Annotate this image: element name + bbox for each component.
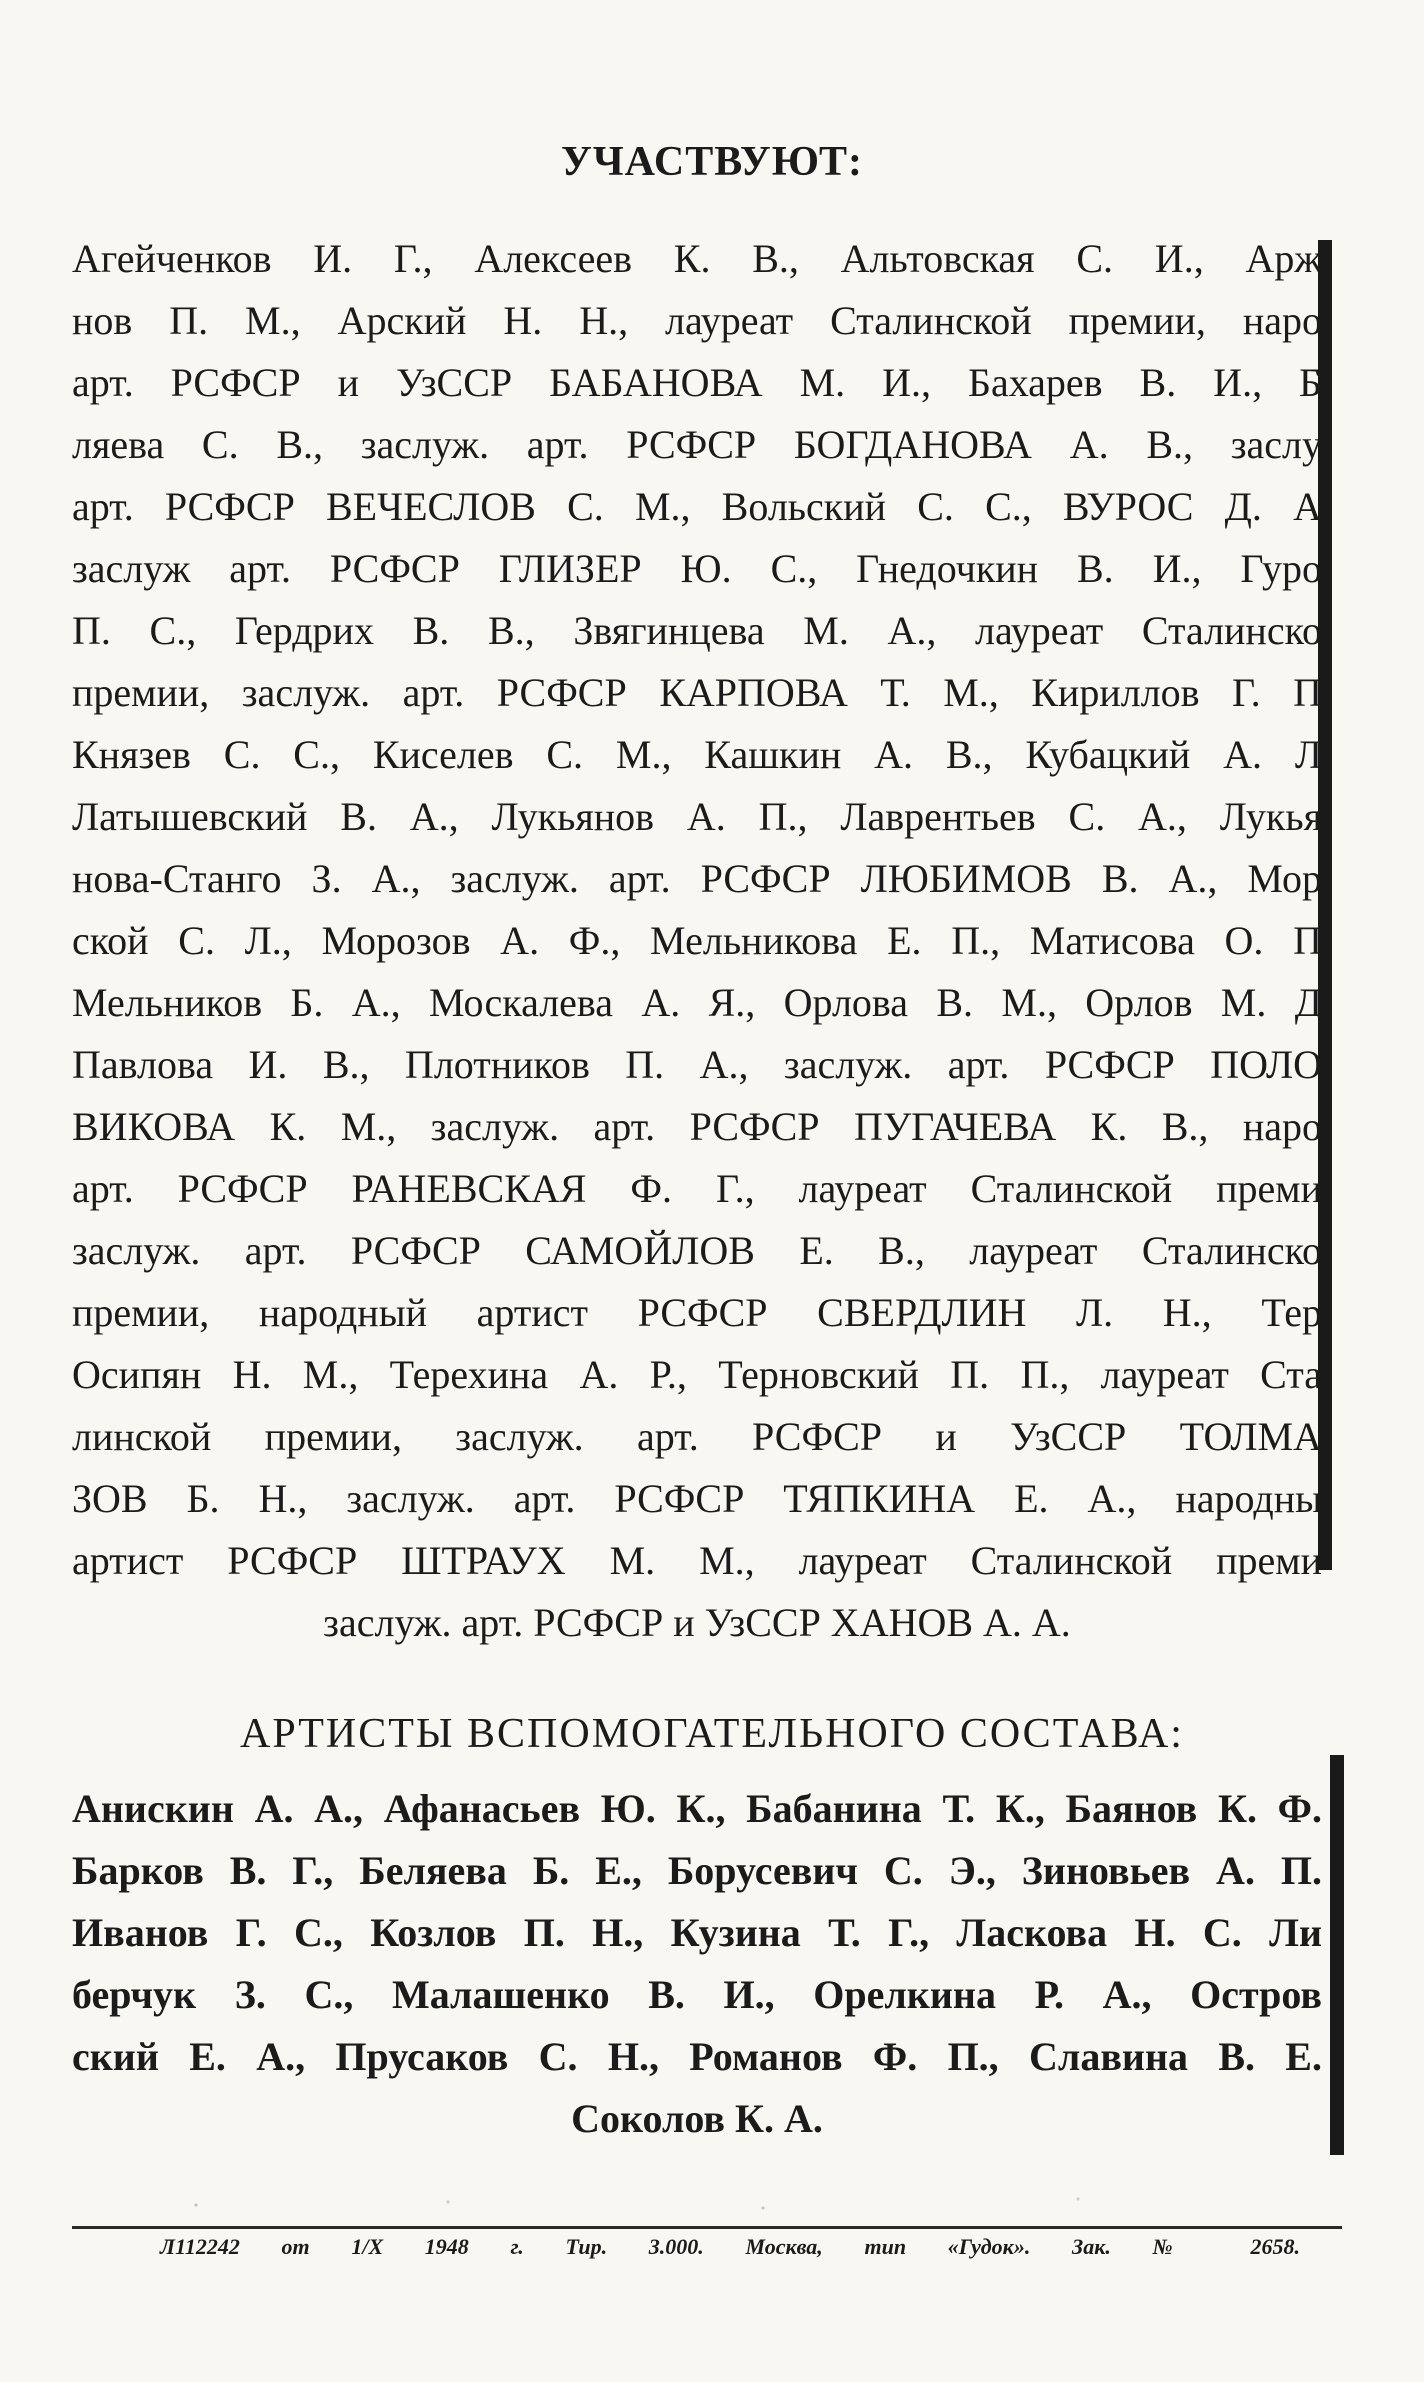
cast-line: ской С. Л., Морозов А. Ф., Мельникова Е. П., Матисова О. П <box>72 918 1322 963</box>
cast-line: Агейченков И. Г., Алексеев К. В., Альтовская С. И., Арж <box>72 236 1322 281</box>
cast-line: ВИКОВА К. М., заслуж. арт. РСФСР ПУГАЧЕВА К. В., нарo <box>72 1104 1322 1149</box>
cast-line: премии, заслуж. арт. РСФСР КАРПОВА Т. М., Кириллов Г. П <box>72 670 1322 715</box>
cast-last-line: заслуж. арт. РСФСР и УзССР ХАНОВ А. А. <box>323 1600 1071 1645</box>
imprint-footer: Л112242 от 1/X 1948 г. Тир. 3.000. Москва, тип «Гудок». Зак. № 2658. <box>160 2234 1300 2259</box>
cast-line: заслуж. арт. РСФСР САМОЙЛОВ Е. В., лауреат Сталинско <box>72 1228 1322 1273</box>
cast-line: нов П. М., Арский Н. Н., лауреат Сталинской премии, наро <box>72 298 1322 343</box>
cast-line: Латышевский В. А., Лукьянов А. П., Лаврентьев С. А., Лукья <box>72 794 1322 839</box>
scan-noise <box>70 2190 1330 2220</box>
scan-edge-bottom <box>1330 1755 1344 2155</box>
cast-line: ляева С. В., заслуж. арт. РСФСР БОГДАНОВА А. В., заслу <box>72 422 1322 467</box>
auxiliary-list <box>72 1778 1322 2150</box>
cast-line: Мельников Б. А., Москалева А. Я., Орлова В. М., Орлов М. Д <box>72 980 1322 1025</box>
cast-line: арт. РСФСР ВЕЧЕСЛОВ С. М., Вольский С. С., ВУРОС Д. А <box>72 484 1322 529</box>
cast-line: Осипян Н. М., Терехина А. Р., Терновский П. П., лауреат Ста <box>72 1352 1322 1397</box>
cast-line: арт. РСФСР и УзССР БАБАНОВА М. И., Бахарев В. И., Б <box>72 360 1322 405</box>
heading-auxiliary: АРТИСТЫ ВСПОМОГАТЕЛЬНОГО СОСТАВА: <box>240 1711 1184 1757</box>
aux-line: берчук З. С., Малашенко В. И., Орелкина Р. А., Остров <box>72 1972 1322 2017</box>
cast-line: заслуж арт. РСФСР ГЛИЗЕР Ю. С., Гнедочкин В. И., Гуро <box>72 546 1322 591</box>
cast-line: линской премии, заслуж. арт. РСФСР и УзССР ТОЛМА <box>72 1414 1322 1459</box>
aux-line: Барков В. Г., Беляева Б. Е., Борусевич С. Э., Зиновьев А. П. <box>72 1848 1322 1893</box>
aux-line: Анискин А. А., Афанасьев Ю. К., Бабанина Т. К., Баянов К. Ф. <box>72 1786 1322 1831</box>
aux-line: ский Е. А., Прусаков С. Н., Романов Ф. П., Славина В. Е. <box>72 2034 1322 2079</box>
heading-participants: УЧАСТВУЮТ: <box>561 139 863 185</box>
cast-line: ЗОВ Б. Н., заслуж. арт. РСФСР ТЯПКИНА Е. А., народны <box>72 1476 1322 1521</box>
footer-rule <box>72 2226 1342 2229</box>
aux-last-line: Соколов К. А. <box>571 2096 823 2141</box>
cast-line: арт. РСФСР РАНЕВСКАЯ Ф. Г., лауреат Сталинской преми <box>72 1166 1322 1211</box>
aux-line: Иванов Г. С., Козлов П. Н., Кузина Т. Г., Ласкова Н. С. Ли <box>72 1910 1322 1955</box>
cast-line: П. С., Гердрих В. В., Звягинцева М. А., лауреат Сталинско <box>72 608 1322 653</box>
cast-line: Князев С. С., Киселев С. М., Кашкин А. В., Кубацкий А. Л <box>72 732 1322 777</box>
cast-line: артист РСФСР ШТРАУХ М. М., лауреат Сталинской преми <box>72 1538 1322 1583</box>
cast-line: премии, народный артист РСФСР СВЕРДЛИН Л. Н., Тер <box>72 1290 1322 1335</box>
cast-line: Павлова И. В., Плотников П. А., заслуж. арт. РСФСР ПОЛО <box>72 1042 1322 1087</box>
cast-line: нова-Станго З. А., заслуж. арт. РСФСР ЛЮБИМОВ В. А., Мор <box>72 856 1322 901</box>
cast-list <box>72 228 1322 1654</box>
